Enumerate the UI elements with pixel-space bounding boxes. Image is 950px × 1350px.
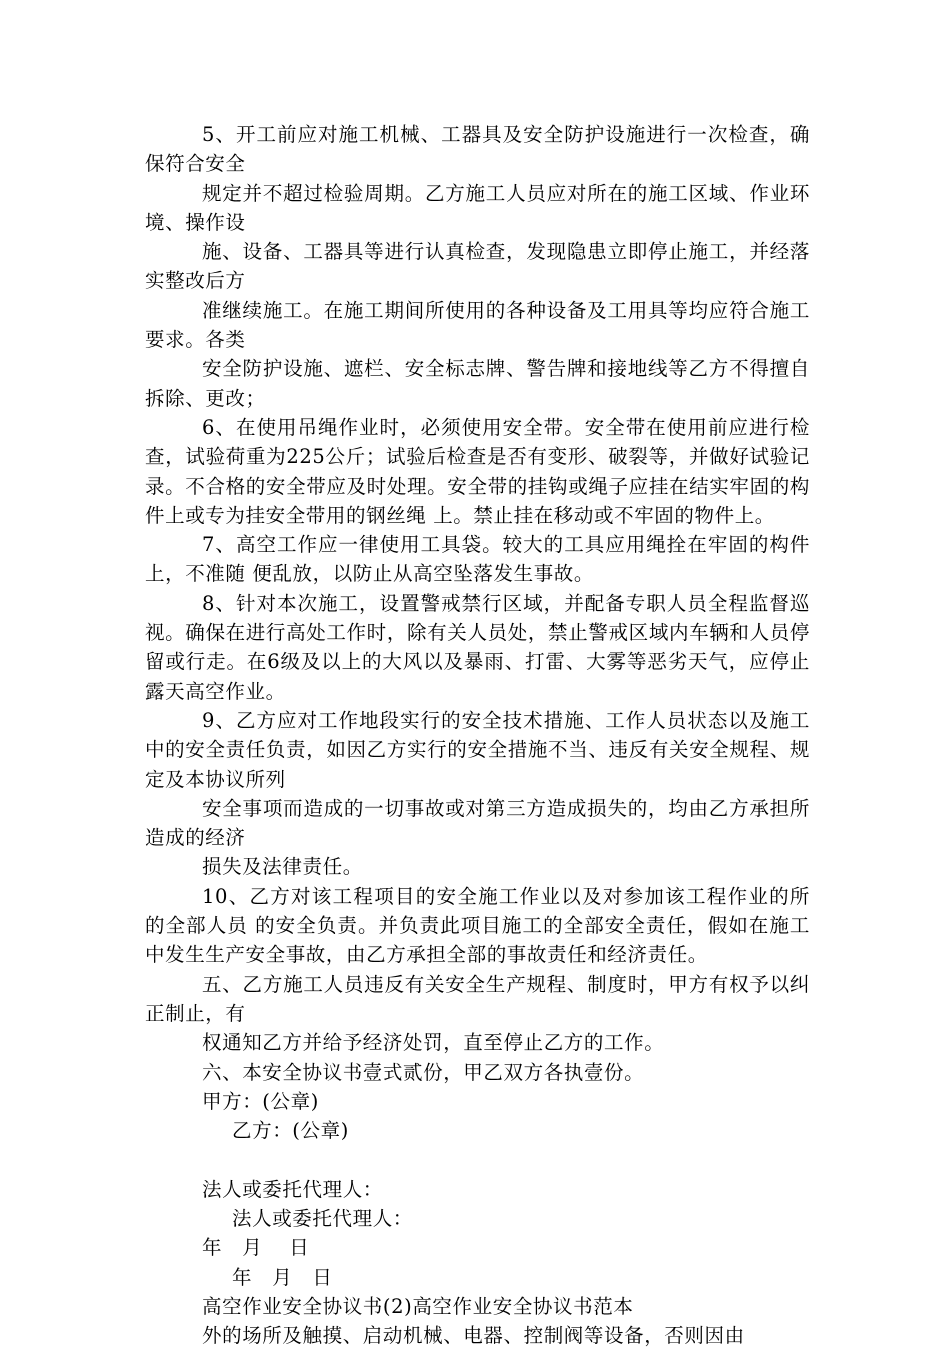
paragraph-item-9c: 损失及法律责任。	[202, 855, 363, 879]
paragraph-item-9a: 9、乙方应对工作地段实行的安全技术措施、工作人员状态以及施工中的安全责任负责，如因乙方实行的安全措施不当、违反有关安全规程、规定及本协议所列	[145, 708, 810, 791]
spacer	[145, 1145, 810, 1174]
paragraph-item-5a: 5、开工前应对施工机械、工器具及安全防护设施进行一次检查，确保符合安全	[145, 123, 810, 176]
document-heading: 高空作业安全协议书(2)高空作业安全协议书范本	[202, 1294, 634, 1318]
party-a-date: 年 月 日	[202, 1236, 310, 1260]
paragraph-item-8: 8、针对本次施工，设置警戒禁行区域，并配备专职人员全程监督巡视。确保在进行高处工作时，除有关人员处，禁止警戒区域内车辆和人员停留或行走。在6级及以上的大风以及暴雨、打雷、大雾等恶劣天气，应停止露天高空作业。	[145, 591, 810, 703]
party-a-seal: 甲方：(公章)	[202, 1089, 319, 1113]
party-b-representative: 法人或委托代理人：	[232, 1206, 413, 1230]
paragraph-item-9b: 安全事项而造成的一切事故或对第三方造成损失的，均由乙方承担所造成的经济	[145, 796, 810, 850]
paragraph-item-5d: 准继续施工。在施工期间所使用的各种设备及工用具等均应符合施工要求。各类	[145, 298, 810, 352]
party-b-seal: 乙方：(公章)	[232, 1119, 349, 1143]
paragraph-continuation: 外的场所及触摸、启动机械、电器、控制阀等设备，否则因由	[202, 1324, 745, 1348]
document-body	[145, 120, 810, 1350]
paragraph-item-5e: 安全防护设施、遮栏、安全标志牌、警告牌和接地线等乙方不得擅自拆除、更改；	[145, 357, 810, 410]
party-a-representative: 法人或委托代理人：	[202, 1177, 383, 1201]
paragraph-item-7: 7、高空工作应一律使用工具袋。较大的工具应用绳拴在牢固的构件上，不准随 便乱放，以防止从高空坠落发生事故。	[145, 533, 810, 586]
party-b-date: 年 月 日	[232, 1265, 333, 1289]
paragraph-item-6: 6、在使用吊绳作业时，必须使用安全带。安全带在使用前应进行检查，试验荷重为225公斤；试验后检查是否有变形、破裂等，并做好试验记录。不合格的安全带应及时处理。安全带的挂钩或绳子应挂在结实牢固的构件上或专为挂安全带用的钢丝绳 上。禁止挂在移动或不牢固的物件上。	[145, 415, 810, 527]
paragraph-item-5c: 施、设备、工器具等进行认真检查，发现隐患立即停止施工，并经落实整改后方	[145, 240, 810, 293]
paragraph-section-6: 六、本安全协议书壹式贰份，甲乙双方各执壹份。	[202, 1060, 645, 1084]
paragraph-item-10: 10、乙方对该工程项目的安全施工作业以及对参加该工程作业的所的全部人员 的安全负责。并负责此项目施工的全部安全责任，假如在施工中发生生产安全事故，由乙方承担全部的事故责任和经济责任。	[145, 884, 810, 967]
paragraph-section-5b: 权通知乙方并给予经济处罚，直至停止乙方的工作。	[202, 1031, 665, 1055]
paragraph-item-5b: 规定并不超过检验周期。乙方施工人员应对所在的施工区域、作业环境、操作设	[145, 181, 810, 234]
paragraph-section-5a: 五、乙方施工人员违反有关安全生产规程、制度时，甲方有权予以纠正制止，有	[145, 972, 810, 1025]
